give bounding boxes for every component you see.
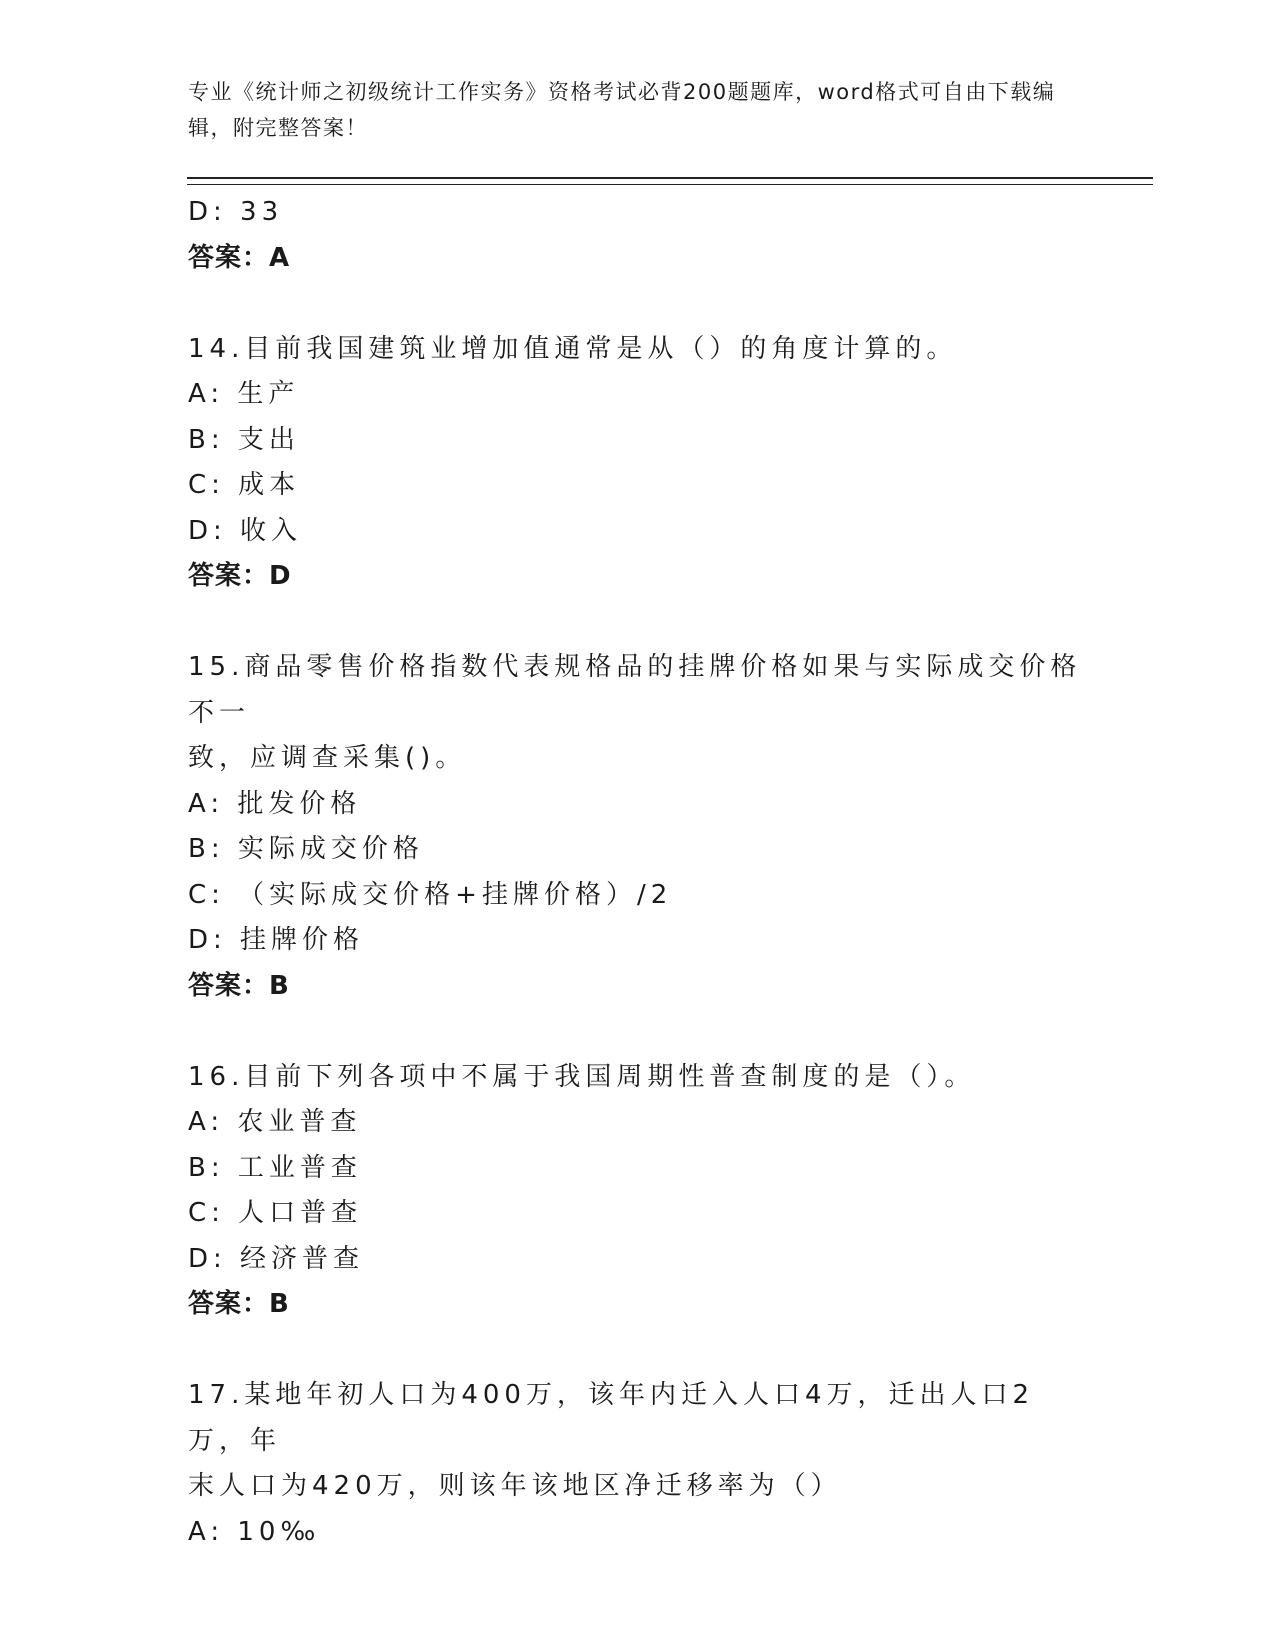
header-divider-thick <box>187 177 1153 179</box>
question-15-option-c: C: （实际成交价格+挂牌价格）/2 <box>188 879 673 910</box>
question-16-answer: 答案：B <box>188 1289 290 1319</box>
question-content <box>188 190 1088 1555</box>
document-header: 专业《统计师之初级统计工作实务》资格考试必背200题题库，word格式可自由下载编辑，附完整答案！ <box>188 80 1056 140</box>
question-15-answer: 答案：B <box>188 970 290 1001</box>
question-16-option-c: C: 人口普查 <box>188 1198 363 1228</box>
spacer <box>188 281 1088 327</box>
question-14-option-b: B: 支出 <box>188 424 300 455</box>
spacer <box>188 600 1088 646</box>
question-14-option-d: D: 收入 <box>188 515 303 546</box>
question-15-option-a: A: 批发价格 <box>188 788 362 819</box>
question-14-option-a: A: 生产 <box>188 379 300 409</box>
question-17-option-a: A: 10‰ <box>188 1516 321 1547</box>
question-17-title-line-1: 17.某地年初人口为400万，该年内迁入人口4万，迁出人口2万，年 <box>188 1380 1035 1456</box>
question-15-title-line-1: 15.商品零售价格指数代表规格品的挂牌价格如果与实际成交价格不一 <box>188 652 1082 728</box>
prev-option-d: D: 33 <box>188 197 284 227</box>
question-15-option-b: B: 实际成交价格 <box>188 834 424 864</box>
spacer <box>188 1328 1088 1374</box>
question-15-option-d: D: 挂牌价格 <box>188 925 365 955</box>
spacer <box>188 1009 1088 1055</box>
question-16-option-a: A: 农业普查 <box>188 1107 362 1137</box>
question-14-title: 14.目前我国建筑业增加值通常是从（）的角度计算的。 <box>188 333 958 364</box>
question-17-title-line-2: 末人口为420万，则该年该地区净迁移率为（） <box>188 1471 842 1501</box>
question-16-option-d: D: 经济普查 <box>188 1243 365 1274</box>
question-16-title: 16.目前下列各项中不属于我国周期性普查制度的是（）。 <box>188 1061 976 1092</box>
question-16-option-b: B: 工业普查 <box>188 1152 362 1183</box>
prev-answer: 答案：A <box>188 242 291 273</box>
header-divider-thin <box>187 184 1153 185</box>
question-15-title-line-2: 致，应调查采集()。 <box>188 743 467 773</box>
question-14-option-c: C: 成本 <box>188 470 301 500</box>
question-14-answer: 答案：D <box>188 561 292 591</box>
